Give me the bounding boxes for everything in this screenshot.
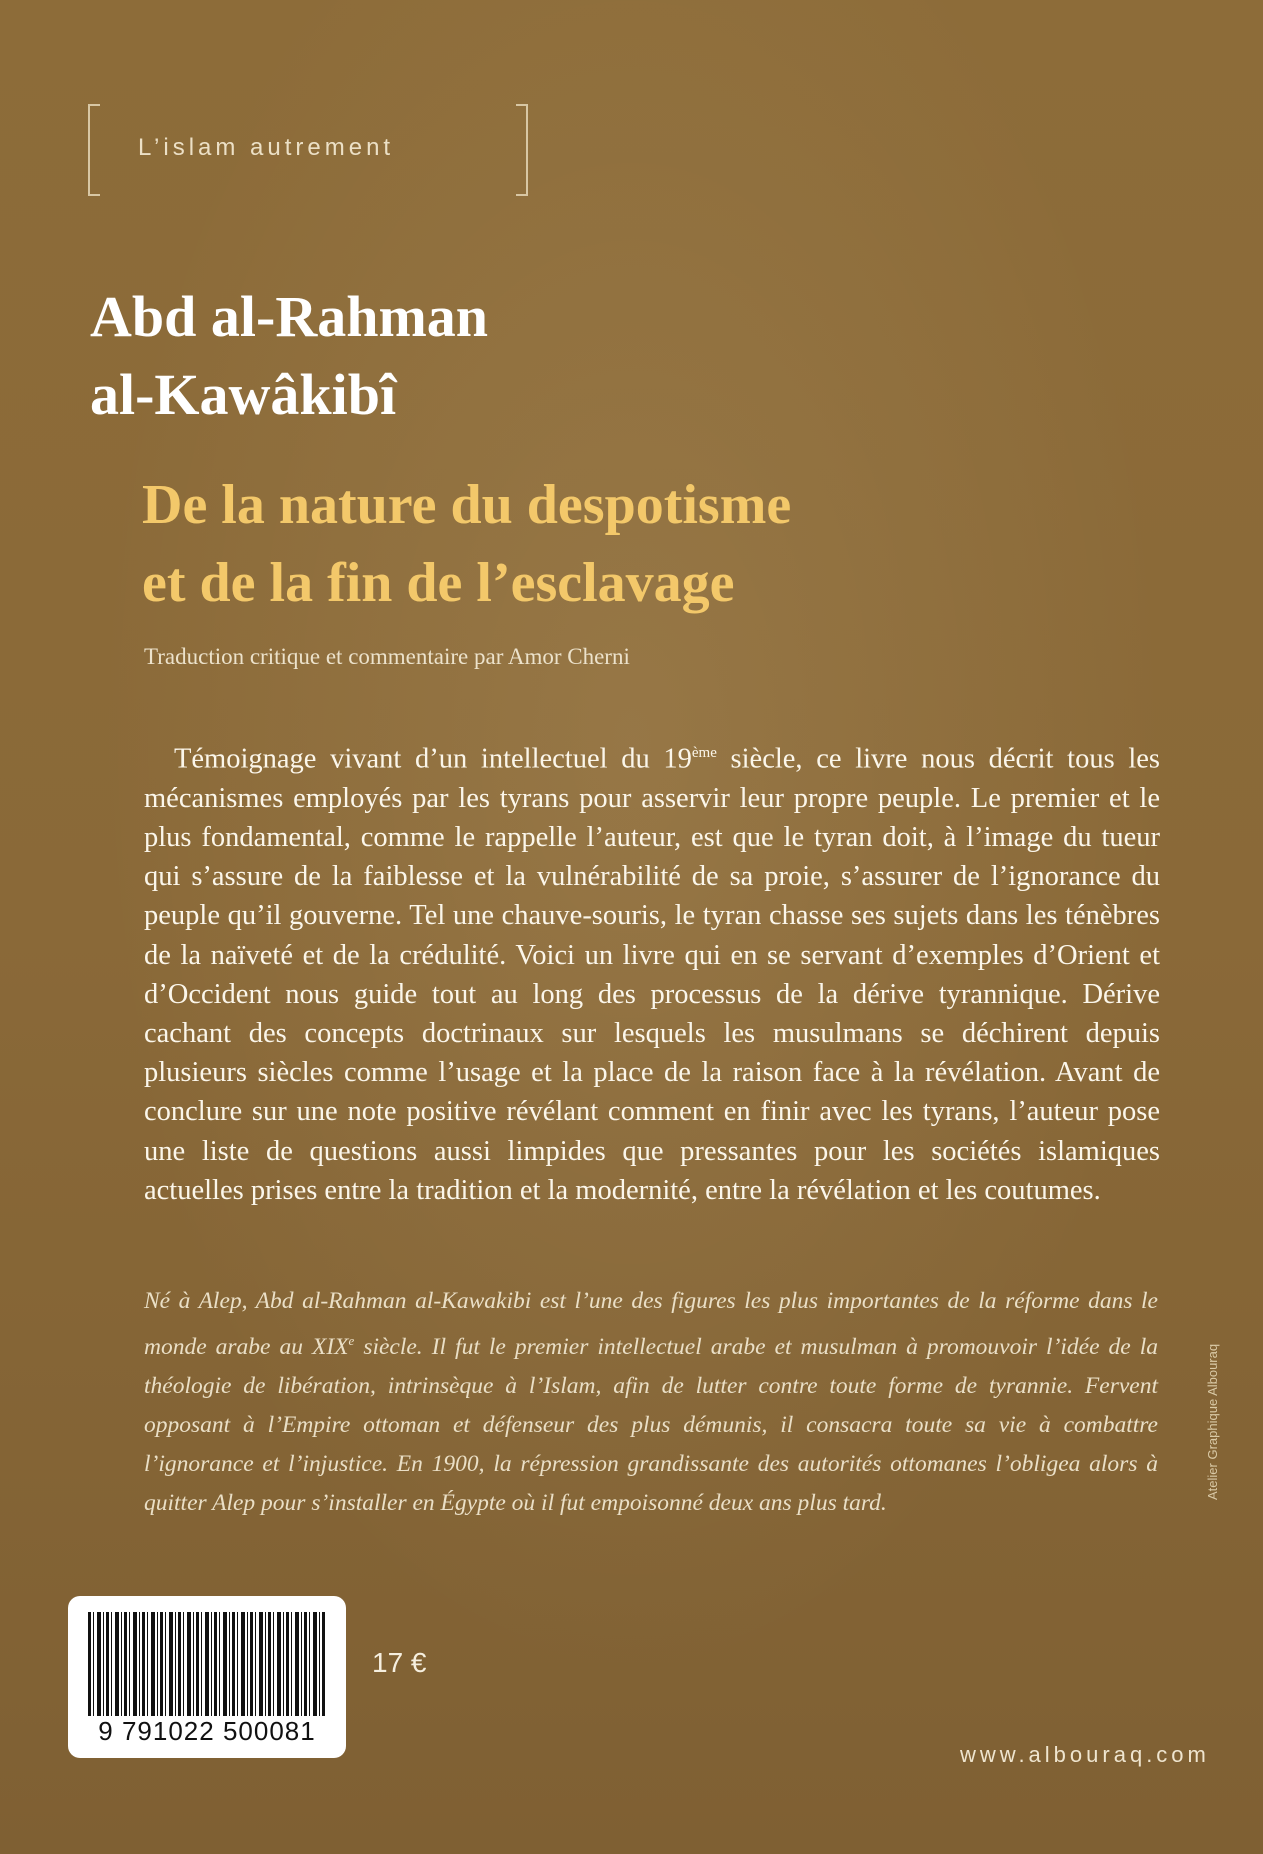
bio-text-end: siècle. Il fut le premier intellectuel arabe et musulman à promouvoir l’idée de la théologie de libération, intrinsèque à l’Islam, afin de lutter contre toute forme de tyrannie. Fervent opposant à l’Empire ottoman et défenseur des plus démunis, il consacra toute sa vie à combattre l’ignorance et l’injustice. En 1900, la répression grandissante des autorités ottomanes l’obligea alors à quitter Alep pour s’installer en Égypte où il fut empoisonné deux ans plus tard. bbox=[144, 1333, 1158, 1516]
author-bio bbox=[144, 1282, 1158, 1523]
blurb-superscript: ème bbox=[691, 745, 717, 761]
book-title-line-2: et de la fin de l’esclavage bbox=[142, 552, 735, 614]
design-credit: Atelier Graphique Albouraq bbox=[1205, 1343, 1220, 1500]
blurb-text-end: siècle, ce livre nous décrit tous les mécanismes employés par les tyrans pour asservir leur propre peuple. Le premier et le plus fondamental, comme le rappelle l’auteur, est que le tyran doit, à l’image du tueur qui s’assure de la faiblesse et la vulnérabilité de sa proie, s’assurer de l’ignorance du peuple qu’il gouverne. Tel une chauve-souris, le tyran chasse ses sujets dans les ténèbres de la naïveté et de la crédulité. Voici un livre qui en se servant d’exemples d’Orient et d’Occident nous guide tout au long des processus de la dérive tyrannique. Dérive cachant des concepts doctrinaux sur lesquels les musulmans se déchirent depuis plusieurs siècles comme l’usage et la place de la raison face à la révélation. Avant de conclure sur une note positive révélant comment en finir avec les tyrans, l’auteur pose une liste de questions aussi limpides que pressantes pour les sociétés islamiques actuelles prises entre la tradition et la modernité, entre la révélation et les coutumes. bbox=[144, 743, 1160, 1206]
blurb-text-start: Témoignage vivant d’un intellectuel du 19 bbox=[174, 743, 692, 775]
left-bracket bbox=[88, 104, 100, 196]
translator-credit: Traduction critique et commentaire par Amor Cherni bbox=[144, 644, 630, 669]
author-name-line-2: al-Kawâkibî bbox=[90, 362, 397, 427]
blurb-paragraph bbox=[144, 734, 1160, 1210]
author-name-line-1: Abd al-Rahman bbox=[90, 284, 489, 349]
price-label: 17 € bbox=[372, 1647, 427, 1678]
series-label: L’islam autrement bbox=[138, 134, 395, 161]
bio-superscript: e bbox=[348, 1333, 355, 1348]
isbn-number: 9 791022 500081 bbox=[98, 1716, 316, 1746]
right-bracket bbox=[516, 104, 528, 196]
series-label-box bbox=[88, 104, 528, 194]
publisher-website: www.albouraq.com bbox=[960, 1742, 1210, 1767]
book-title bbox=[142, 466, 791, 622]
barcode-bars bbox=[88, 1612, 326, 1716]
bio-text-start: Né à Alep, Abd al-Rahman al-Kawakibi est l’une des figures les plus importantes de la réforme dans le monde arabe au XIX bbox=[144, 1288, 1158, 1360]
author-name bbox=[90, 278, 488, 434]
isbn-barcode bbox=[68, 1596, 346, 1758]
book-title-line-1: De la nature du despotisme bbox=[142, 474, 792, 536]
